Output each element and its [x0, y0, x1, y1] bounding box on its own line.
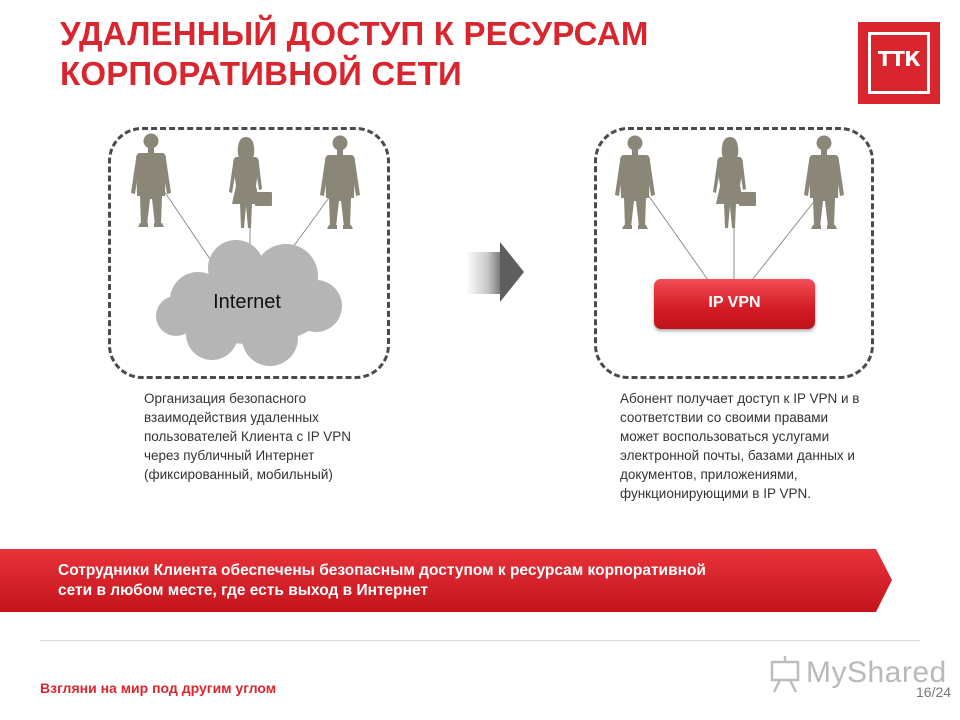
footer-divider: [40, 640, 920, 641]
watermark-text: MyShared: [806, 656, 947, 689]
person-icon: [804, 136, 844, 230]
banner-line-2: сети в любом месте, где есть выход в Интернет: [58, 582, 429, 599]
left-people: [131, 134, 360, 230]
summary-banner-text: [58, 561, 878, 601]
person-icon: [131, 134, 171, 228]
left-description: Организация безопасного взаимодействия удаленных пользователей Клиента с IP VPN через публичный Интернет (фиксированный, мобильный): [144, 391, 352, 482]
person-icon: [229, 137, 272, 228]
title-line-2: КОРПОРАТИВНОЙ СЕТИ: [60, 55, 462, 92]
right-description: Абонент получает доступ к IP VPN и в соответствии со своими правами может воспользоваться услугами электронной почты, базами данных и документов, приложениями, функционирующими в IP VPN.: [620, 391, 860, 501]
logo-text: ТТК: [877, 47, 921, 71]
footer-slogan: Взгляни на мир под другим углом: [40, 680, 277, 696]
person-icon: [320, 136, 360, 230]
person-icon: [713, 137, 756, 228]
person-icon: [615, 136, 655, 230]
right-people: [615, 136, 844, 230]
internet-cloud-label: Internet: [213, 291, 281, 313]
presentation-board-icon: [772, 656, 798, 692]
page-number: 16/24: [916, 684, 952, 700]
title-line-1: УДАЛЕННЫЙ ДОСТУП К РЕСУРСАМ: [60, 15, 649, 52]
ip-vpn-node: IP VPN: [654, 279, 815, 329]
banner-line-1: Сотрудники Клиента обеспечены безопасным доступом к ресурсам корпоративной: [58, 562, 706, 579]
transition-arrow-icon: [466, 242, 524, 302]
